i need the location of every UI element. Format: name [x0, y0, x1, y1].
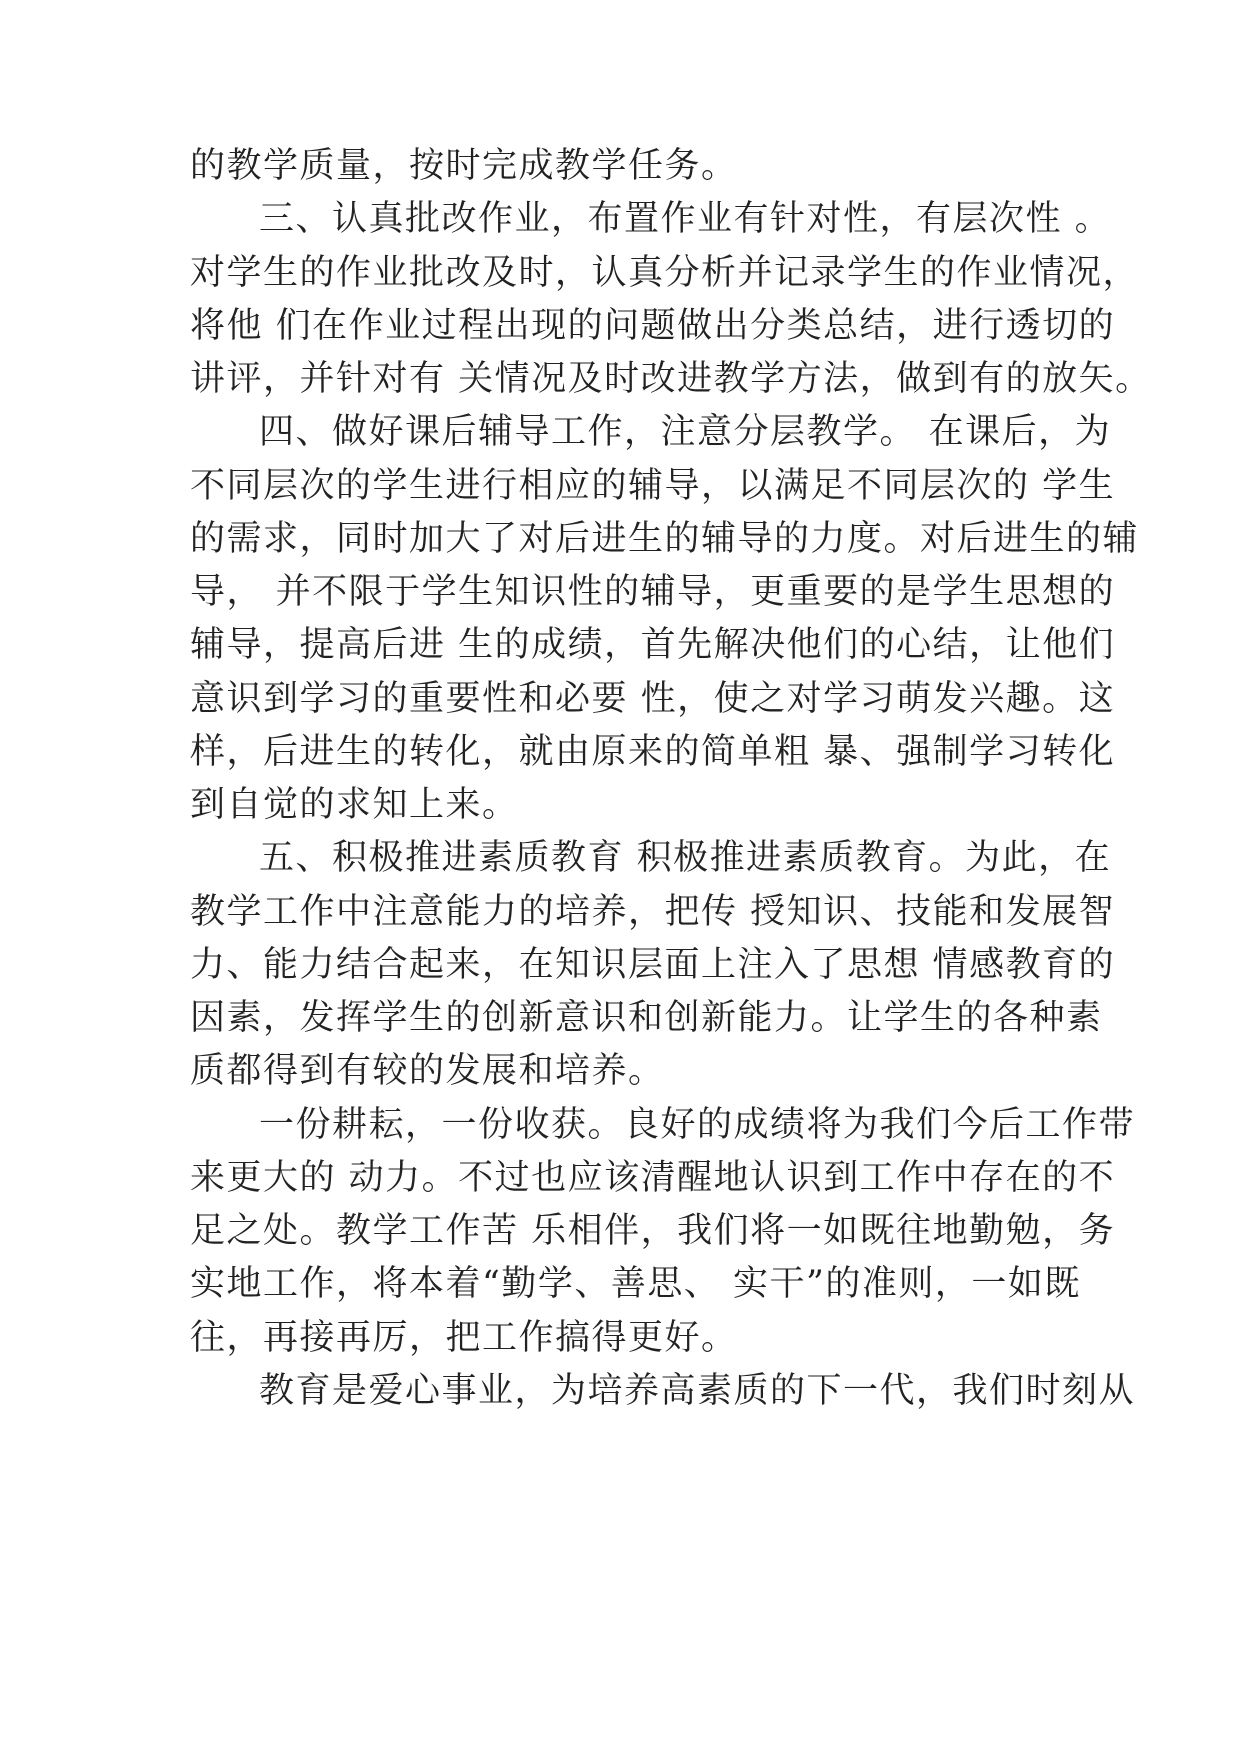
text-line: 实地工作，将本着“勤学、善思、 实干”的准则，一如既	[190, 1264, 1081, 1304]
text-line: 讲评，并针对有 关情况及时改进教学方法，做到有的放矢。	[190, 359, 1152, 399]
text-line: 因素，发挥学生的创新意识和创新能力。让学生的各种素	[190, 998, 1103, 1038]
text-line: 辅导，提高后进 生的成绩，首先解决他们的心结，让他们	[190, 625, 1116, 665]
text-line: 三、认真批改作业，布置作业有针对性，有层次性 。	[259, 199, 1112, 239]
text-line: 力、能力结合起来，在知识层面上注入了思想 情感教育的	[190, 945, 1116, 985]
text-line: 一份耕耘，一份收获。良好的成绩将为我们今后工作带	[259, 1105, 1136, 1145]
text-line: 的教学质量，按时完成教学任务。	[190, 146, 738, 186]
text-line: 样，后进生的转化，就由原来的简单粗 暴、强制学习转化	[190, 732, 1116, 772]
text-line: 足之处。教学工作苦 乐相伴，我们将一如既往地勤勉，务	[190, 1211, 1116, 1251]
text-line: 教育是爱心事业，为培养高素质的下一代，我们时刻从	[259, 1371, 1136, 1411]
text-line: 到自觉的求知上来。	[190, 785, 519, 825]
text-line: 教学工作中注意能力的培养，把传 授知识、技能和发展智	[190, 892, 1116, 932]
text-line: 对学生的作业批改及时，认真分析并记录学生的作业情况，	[190, 253, 1140, 293]
text-line: 五、积极推进素质教育 积极推进素质教育。为此，在	[259, 838, 1112, 878]
text-line: 质都得到有较的发展和培养。	[190, 1051, 665, 1091]
text-line: 四、做好课后辅导工作，注意分层教学。 在课后，为	[259, 412, 1112, 452]
text-line: 不同层次的学生进行相应的辅导，以满足不同层次的 学生	[190, 466, 1116, 506]
text-line: 来更大的 动力。不过也应该清醒地认识到工作中存在的不	[190, 1158, 1116, 1198]
text-line: 导， 并不限于学生知识性的辅导，更重要的是学生思想的	[190, 572, 1116, 612]
text-line: 意识到学习的重要性和必要 性，使之对学习萌发兴趣。这	[190, 679, 1116, 719]
text-line: 往，再接再厉，把工作搞得更好。	[190, 1318, 738, 1358]
text-line: 将他 们在作业过程出现的问题做出分类总结，进行透切的	[190, 306, 1116, 346]
text-line: 的需求，同时加大了对后进生的辅导的力度。对后进生的辅	[190, 519, 1140, 559]
